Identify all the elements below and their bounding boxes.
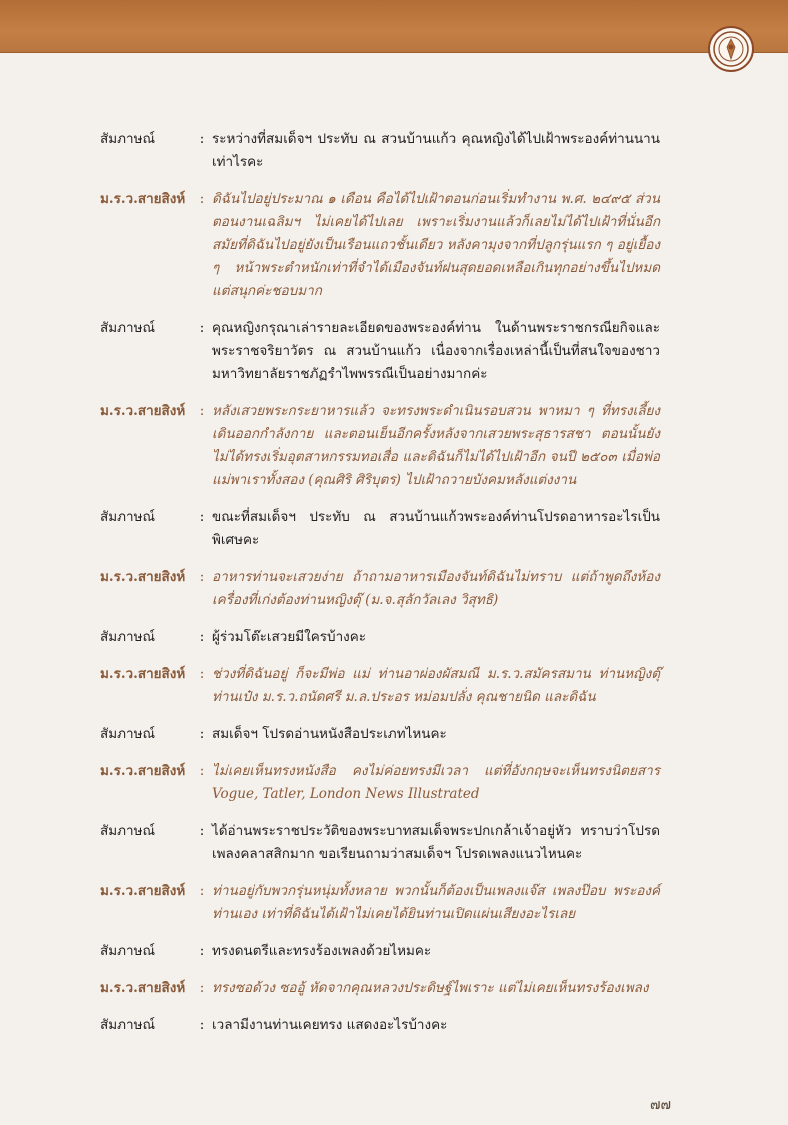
speaker-label: ม.ร.ว.สายสิงห์ (100, 883, 186, 899)
colon-separator: : (199, 980, 205, 996)
speaker-label: ม.ร.ว.สายสิงห์ (100, 403, 186, 419)
colon-separator: : (199, 320, 205, 336)
speaker-label: ม.ร.ว.สายสิงห์ (100, 191, 186, 207)
colon-separator: : (199, 763, 205, 779)
dialogue-text: สมเด็จฯ โปรดอ่านหนังสือประเภทไหนคะ (212, 726, 447, 742)
interviewer-question (100, 506, 660, 552)
colon-separator: : (199, 629, 205, 645)
dialogue-text: ดิฉันไปอยู่ประมาณ ๑ เดือน คือได้ไปเฝ้าตอนก่อนเริ่มทำงาน พ.ศ. ๒๔๙๕ ส่วนตอนงานเฉลิมฯ ไม่เคยได้ไปเลย เพราะเริ่มงานแล้วก็เลยไม่ได้ไปเฝ้าที่นั่นอีก สมัยที่ดิฉันไปอยู่ยังเป็นเรือนแถวชั้นเดียว หลังคามุงจากที่ปลูกรุ่นแรก ๆ อยู่เยื้อง ๆ หน้าพระตำหนักเท่าที่จำได้เมืองจันท์ฝนสุดยอดเหลือเกินทุกอย่างขึ้นไปหมดแต่สนุกค่ะชอบมาก (212, 191, 660, 299)
interviewee-answer (100, 880, 660, 926)
speaker-label: สัมภาษณ์ (100, 509, 156, 525)
interviewee-answer (100, 977, 660, 1000)
colon-separator: : (199, 569, 205, 585)
colon-separator: : (199, 403, 205, 419)
speaker-label: สัมภาษณ์ (100, 1017, 156, 1033)
speaker-label: สัมภาษณ์ (100, 629, 156, 645)
interviewer-question (100, 626, 660, 649)
interviewee-answer (100, 760, 660, 806)
interviewee-answer (100, 663, 660, 709)
dialogue-text: เวลามีงานท่านเคยทรง แสดงอะไรบ้างคะ (212, 1017, 448, 1033)
interviewee-answer (100, 188, 660, 303)
interviewer-question (100, 940, 660, 963)
interviewee-answer (100, 566, 660, 612)
dialogue-text: ไม่เคยเห็นทรงหนังสือ คงไม่ค่อยทรงมีเวลา แต่ที่อังกฤษจะเห็นทรงนิตยสาร Vogue, Tatler, London News Illustrated (212, 763, 660, 802)
speaker-label: สัมภาษณ์ (100, 320, 156, 336)
dialogue-text: ระหว่างที่สมเด็จฯ ประทับ ณ สวนบ้านแก้ว คุณหญิงได้ไปเฝ้าพระองค์ท่านนานเท่าไรคะ (212, 131, 660, 170)
colon-separator: : (199, 666, 205, 682)
dialogue-text: ผู้ร่วมโต๊ะเสวยมีใครบ้างคะ (212, 629, 367, 645)
dialogue-text: ท่านอยู่กับพวกรุ่นหนุ่มทั้งหลาย พวกนั้นก็ต้องเป็นเพลงแจ๊ส เพลงป๊อบ พระองค์ท่านเอง เท่าที่ดิฉันได้เฝ้าไม่เคยได้ยินท่านเปิดแผ่นเสียงอะไรเลย (212, 883, 660, 922)
dialogue-text: หลังเสวยพระกระยาหารแล้ว จะทรงพระดำเนินรอบสวน พาหมา ๆ ที่ทรงเลี้ยงเดินออกกำลังกาย และตอนเย็นอีกครั้งหลังจากเสวยพระสุธารสชา ตอนนั้นยังไม่ได้ทรงเริ่มอุตสาหกรรมทอเสื่อ และดิฉันก็ไม่ได้ไปเฝ้าอีก จนปี ๒๕๐๓ เมื่อพ่อแม่พาเราทั้งสอง (คุณศิริ ศิริบุตร) ไปเฝ้าถวายบังคมหลังแต่งงาน (212, 403, 660, 488)
header-band (0, 0, 788, 53)
colon-separator: : (199, 726, 205, 742)
colon-separator: : (199, 191, 205, 207)
dialogue-text: อาหารท่านจะเสวยง่าย ถ้าถามอาหารเมืองจันท์ดิฉันไม่ทราบ แต่ถ้าพูดถึงห้องเครื่องที่เก่งต้องท่านหญิงตุ๊ (ม.จ.สุลักวัลเลง วิสุทธิ) (212, 569, 660, 608)
interviewee-answer (100, 400, 660, 492)
speaker-label: สัมภาษณ์ (100, 943, 156, 959)
interviewer-question (100, 1014, 660, 1037)
dialogue-text: คุณหญิงกรุณาเล่ารายละเอียดของพระองค์ท่าน ในด้านพระราชกรณียกิจและพระราชจริยาวัตร ณ สวนบ้านแก้ว เนื่องจากเรื่องเหล่านี้เป็นที่สนใจของชาวมหาวิทยาลัยราชภัฏรำไพพรรณีเป็นอย่างมากค่ะ (212, 320, 660, 382)
speaker-label: สัมภาษณ์ (100, 823, 156, 839)
interviewer-question (100, 128, 660, 174)
colon-separator: : (199, 943, 205, 959)
interview-transcript (100, 128, 660, 1051)
speaker-label: สัมภาษณ์ (100, 726, 156, 742)
dialogue-text: ทรงดนตรีและทรงร้องเพลงด้วยไหมคะ (212, 943, 432, 959)
colon-separator: : (199, 823, 205, 839)
university-seal-icon (708, 26, 754, 72)
speaker-label: สัมภาษณ์ (100, 131, 156, 147)
dialogue-text: ได้อ่านพระราชประวัติของพระบาทสมเด็จพระปกเกล้าเจ้าอยู่หัว ทราบว่าโปรดเพลงคลาสสิกมาก ขอเรียนถามว่าสมเด็จฯ โปรดเพลงแนวไหนคะ (212, 823, 660, 862)
colon-separator: : (199, 883, 205, 899)
interviewer-question (100, 820, 660, 866)
speaker-label: ม.ร.ว.สายสิงห์ (100, 763, 186, 779)
speaker-label: ม.ร.ว.สายสิงห์ (100, 980, 186, 996)
page-number: ๗๗ (650, 1097, 672, 1113)
speaker-label: ม.ร.ว.สายสิงห์ (100, 569, 186, 585)
interviewer-question (100, 317, 660, 386)
dialogue-text: ขณะที่สมเด็จฯ ประทับ ณ สวนบ้านแก้วพระองค์ท่านโปรดอาหารอะไรเป็นพิเศษคะ (212, 509, 660, 548)
dialogue-text: ช่วงที่ดิฉันอยู่ ก็จะมีพ่อ แม่ ท่านอาผ่องผัสมณี ม.ร.ว.สมัครสมาน ท่านหญิงตุ๊ ท่านเป๋ง ม.ร.ว.ถนัดศรี ม.ล.ประอร หม่อมปลั่ง คุณชายนิด และดิฉัน (212, 666, 660, 705)
interviewer-question (100, 723, 660, 746)
colon-separator: : (199, 131, 205, 147)
colon-separator: : (199, 509, 205, 525)
colon-separator: : (199, 1017, 205, 1033)
speaker-label: ม.ร.ว.สายสิงห์ (100, 666, 186, 682)
dialogue-text: ทรงซอด้วง ซออู้ หัดจากคุณหลวงประดิษฐ์ไพเราะ แต่ไม่เคยเห็นทรงร้องเพลง (212, 980, 649, 996)
